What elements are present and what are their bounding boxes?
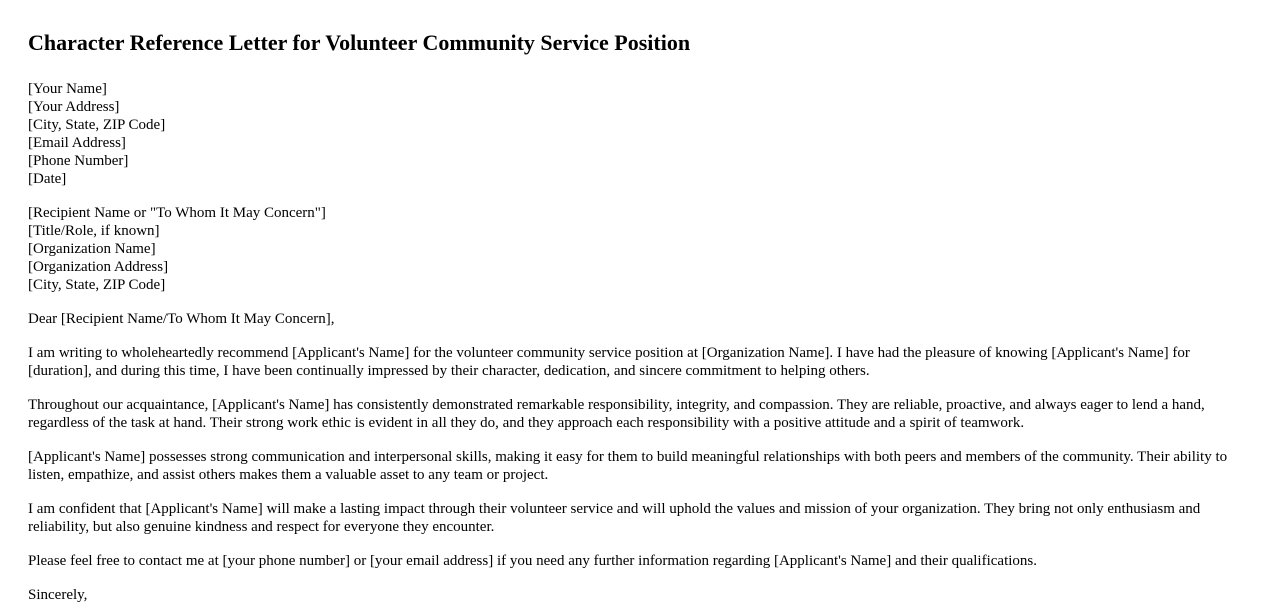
salutation: Dear [Recipient Name/To Whom It May Concern], [28, 311, 335, 327]
sender-address: [Your Address] [28, 99, 120, 115]
recipient-organization-address: [Organization Address] [28, 259, 169, 275]
body-paragraph-intro: I am writing to wholeheartedly recommend [Applicant's Name] for the volunteer community service position at [Organization Name]. I have had the pleasure of knowing [Applicant's Name] for [duration], and during this time, I have been continually impressed by their character, dedication, and sincere commitment to helping others. [28, 345, 1190, 379]
sender-name: [Your Name] [28, 81, 107, 97]
recipient-organization: [Organization Name] [28, 241, 156, 257]
closing: Sincerely, [28, 587, 88, 603]
sender-email: [Email Address] [28, 135, 126, 151]
sender-phone: [Phone Number] [28, 153, 129, 169]
recipient-name: [Recipient Name or "To Whom It May Concern"] [28, 205, 326, 221]
letter-date: [Date] [28, 171, 67, 187]
recipient-address-block [28, 204, 1250, 294]
recipient-title: [Title/Role, if known] [28, 223, 160, 239]
sender-address-block [28, 80, 1250, 188]
sender-city-state-zip: [City, State, ZIP Code] [28, 117, 166, 133]
body-paragraph-confidence: I am confident that [Applicant's Name] will make a lasting impact through their volunteer service and will uphold the values and mission of your organization. They bring not only enthusiasm and reliability, but also genuine kindness and respect for everyone they encounter. [28, 501, 1201, 535]
recipient-city-state-zip: [City, State, ZIP Code] [28, 277, 166, 293]
body-paragraph-contact: Please feel free to contact me at [your phone number] or [your email address] if you need any further information regarding [Applicant's Name] and their qualifications. [28, 553, 1037, 569]
body-paragraph-character: Throughout our acquaintance, [Applicant's Name] has consistently demonstrated remarkable responsibility, integrity, and compassion. They are reliable, proactive, and always eager to lend a hand, regardless of the task at hand. Their strong work ethic is evident in all they do, and they approach each responsibility with a positive attitude and a spirit of teamwork. [28, 397, 1205, 431]
body-paragraph-skills: [Applicant's Name] possesses strong communication and interpersonal skills, making it easy for them to build meaningful relationships with both peers and members of the community. Their ability to listen, empathize, and assist others makes them a valuable asset to any team or project. [28, 449, 1228, 483]
page-title: Character Reference Letter for Volunteer Community Service Position [28, 30, 691, 55]
